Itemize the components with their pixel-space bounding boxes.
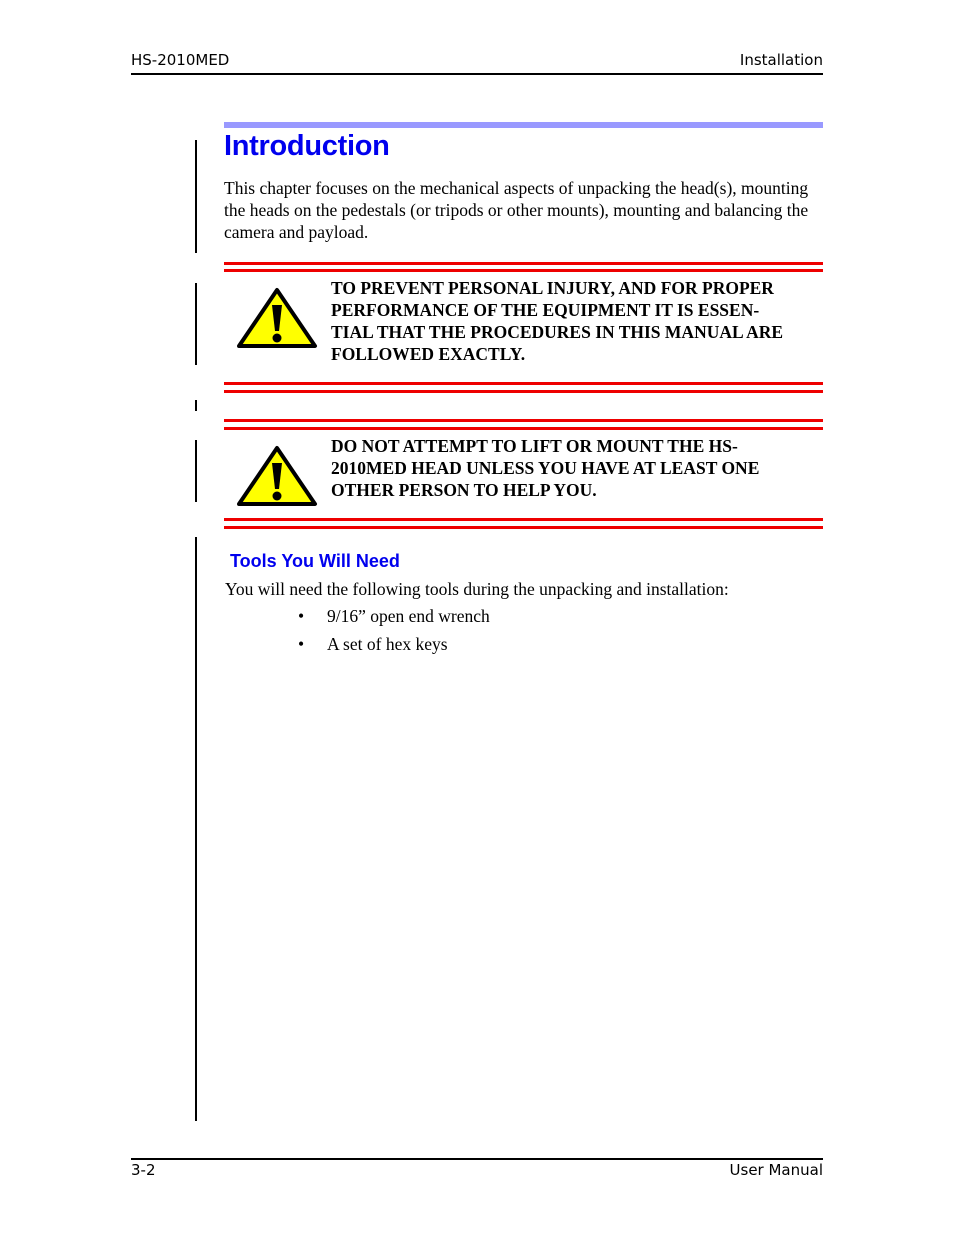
change-bar [195,283,197,365]
footer-page-number: 3-2 [131,1161,156,1179]
warning-rule [224,518,823,521]
title-bar [224,122,823,128]
warning-triangle-icon [236,287,318,349]
warning-text [331,435,823,501]
bullet-glyph: • [298,606,305,626]
warning-triangle-icon [236,445,318,507]
intro-paragraph: This chapter focuses on the mechanical aspects of unpacking the head(s), mounting the heads on the pedestals (or tripods or other mounts), mounting and balancing the camera and payload. [224,178,809,242]
tools-intro: You will need the following tools during the unpacking and installation: [225,579,729,599]
warning-rule [224,419,823,422]
warning-line: PERFORMANCE OF THE EQUIPMENT IT IS ESSEN- [331,300,760,320]
header-chapter-name: Installation [739,51,823,69]
warning-rule [224,526,823,529]
warning-line: OTHER PERSON TO HELP YOU. [331,480,597,500]
warning-line: 2010MED HEAD UNLESS YOU HAVE AT LEAST ONE [331,458,760,478]
warning-line: DO NOT ATTEMPT TO LIFT OR MOUNT THE HS- [331,436,738,456]
warning-rule [224,427,823,430]
header-rule [131,73,823,75]
warning-line: TO PREVENT PERSONAL INJURY, AND FOR PROPER [331,278,774,298]
footer-document-name: User Manual [729,1161,823,1179]
warning-line: FOLLOWED EXACTLY. [331,344,526,364]
header-product-name: HS-2010MED [131,51,230,69]
tools-heading: Tools You Will Need [230,551,400,571]
warning-rule [224,390,823,393]
list-item-text: A set of hex keys [327,634,448,654]
warning-rule [224,269,823,272]
change-bar [195,440,197,502]
change-bar [195,400,197,411]
warning-rule [224,262,823,265]
warning-rule [224,382,823,385]
change-bar [195,537,197,1121]
change-bar [195,140,197,253]
list-item-text: 9/16” open end wrench [327,606,490,626]
footer-rule [131,1158,823,1160]
warning-line: TIAL THAT THE PROCEDURES IN THIS MANUAL ARE [331,322,784,342]
bullet-glyph: • [298,634,305,654]
page-title: Introduction [224,130,390,162]
warning-text [331,277,823,365]
